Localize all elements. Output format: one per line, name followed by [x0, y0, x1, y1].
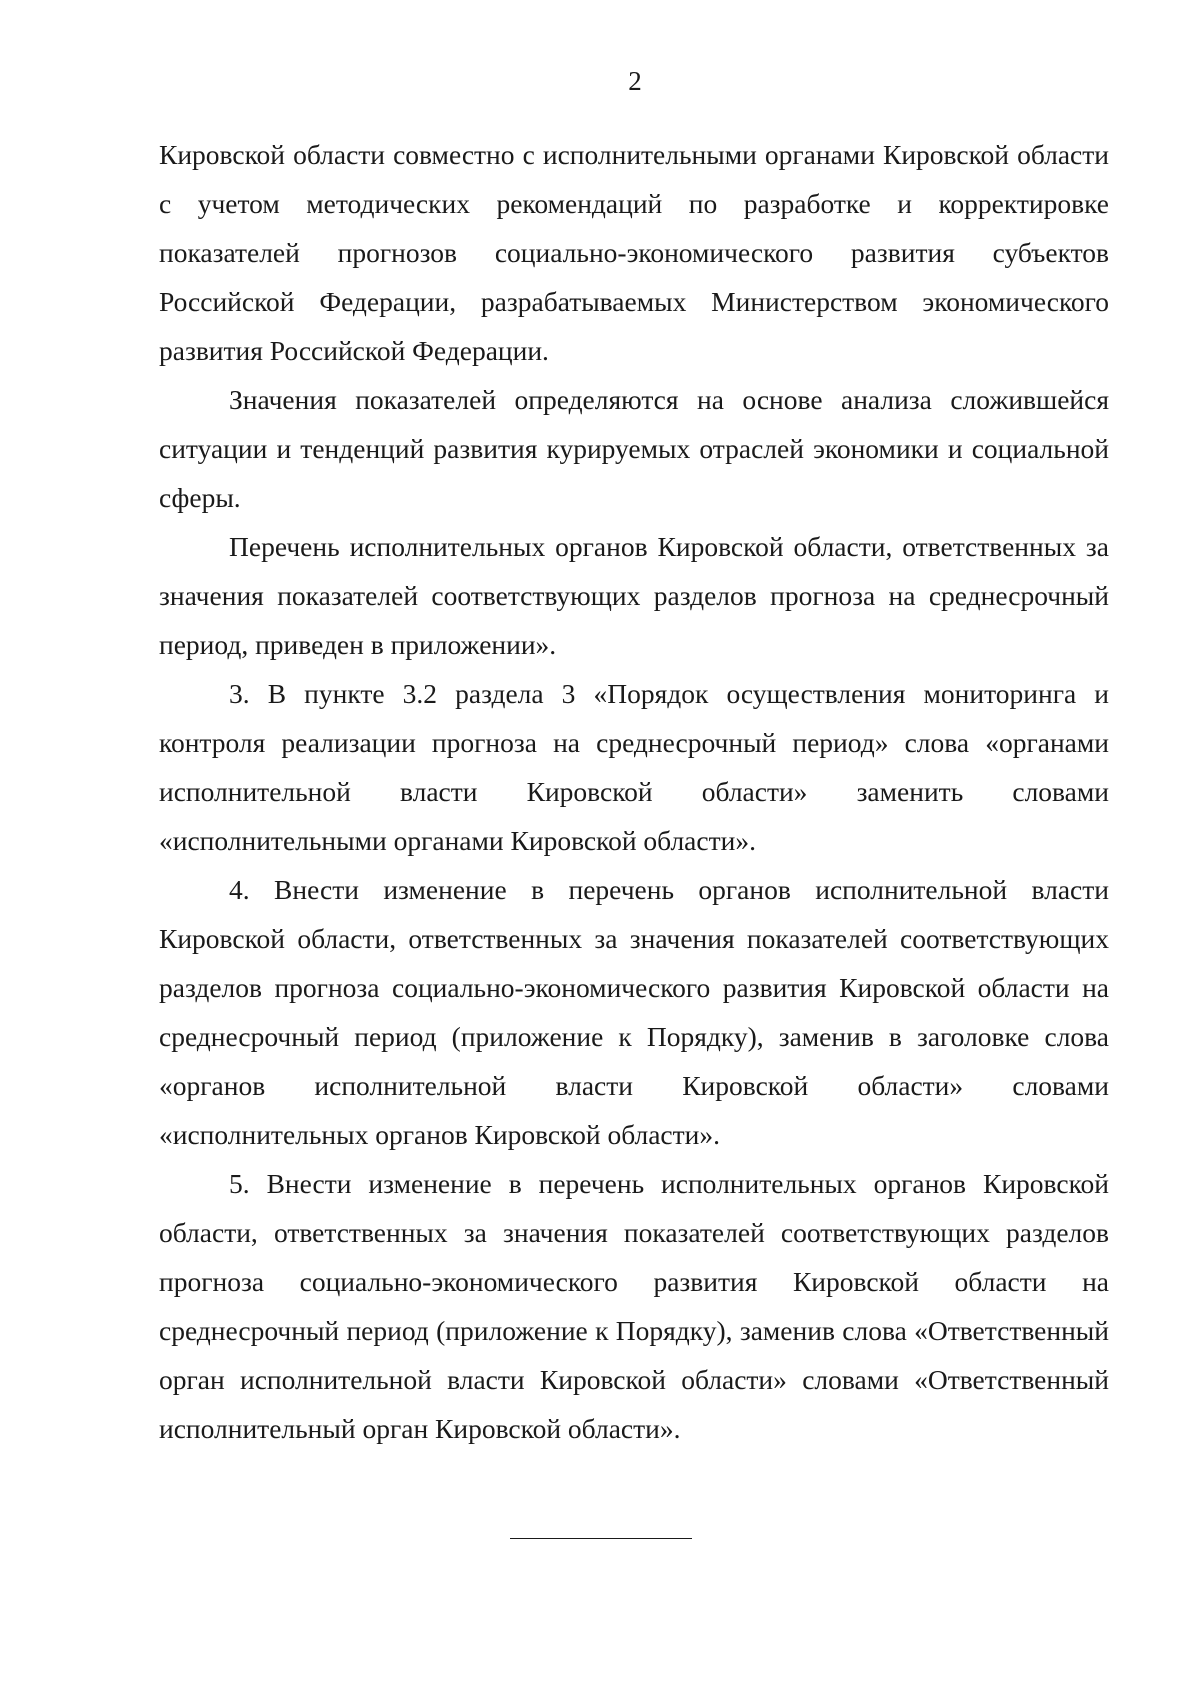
page-number: 2: [628, 66, 642, 96]
closing-separator-line: [510, 1538, 692, 1539]
paragraph-list-of-bodies: Перечень исполнительных органов Кировской области, ответственных за значения показателей соответствующих разделов прогноза на среднесрочный период, приведен в приложении».: [159, 531, 1109, 660]
paragraph-item-3: 3. В пункте 3.2 раздела 3 «Порядок осуществления мониторинга и контроля реализации прогноза на среднесрочный период» слова «органами исполнительной власти Кировской области» заменить словами «исполнительными органами Кировской области».: [159, 678, 1109, 856]
paragraph-continuation: Кировской области совместно с исполнительными органами Кировской области с учетом методических рекомендаций по разработке и корректировке показателей прогнозов социально-экономического развития субъектов Российской Федерации, разрабатываемых Министерством экономического развития Российской Федерации.: [159, 139, 1109, 366]
document-body: [159, 130, 1109, 1453]
paragraph-item-4: 4. Внести изменение в перечень органов исполнительной власти Кировской области, ответственных за значения показателей соответствующих разделов прогноза социально-экономического развития Кировской области на среднесрочный период (приложение к Порядку), заменив в заголовке слова «органов исполнительной власти Кировской области» словами «исполнительных органов Кировской области».: [159, 874, 1109, 1150]
paragraph-item-5: 5. Внести изменение в перечень исполнительных органов Кировской области, ответственных за значения показателей соответствующих разделов прогноза социально-экономического развития Кировской области на среднесрочный период (приложение к Порядку), заменив слова «Ответственный орган исполнительной власти Кировской области» словами «Ответственный исполнительный орган Кировской области».: [159, 1168, 1109, 1444]
paragraph-indicator-values: Значения показателей определяются на основе анализа сложившейся ситуации и тенденций развития курируемых отраслей экономики и социальной сферы.: [159, 384, 1109, 513]
